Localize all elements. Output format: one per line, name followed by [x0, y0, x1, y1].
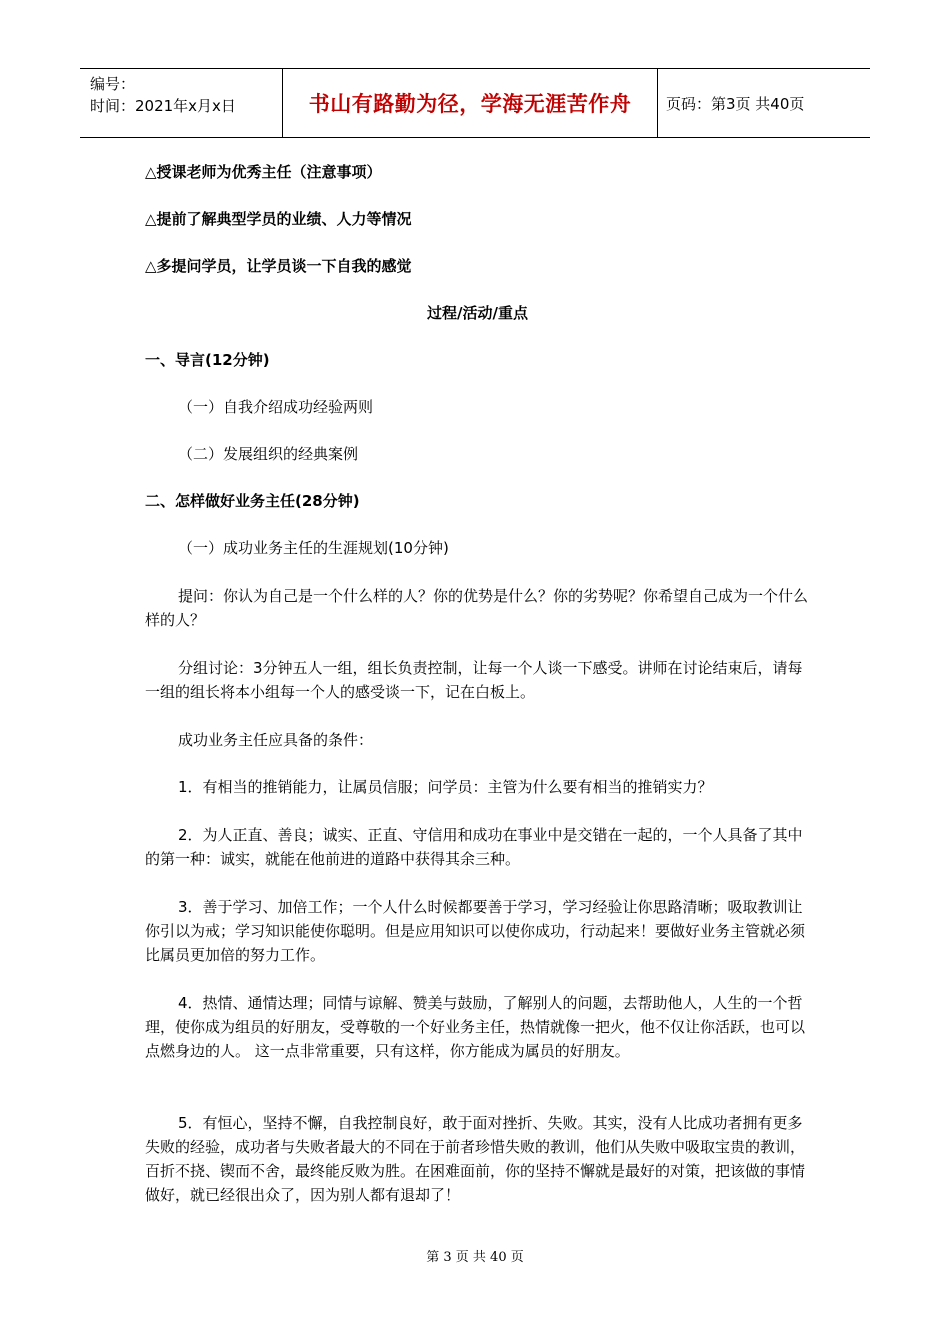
subheading-career-plan: （一）成功业务主任的生涯规划(10分钟)	[178, 539, 449, 557]
list-item-3: 3．善于学习、加倍工作；一个人什么时候都要善于学习，学习经验让你思路清晰；吸取教训让你引以为戒；学习知识能使你聪明。但是应用知识可以使你成功，行动起来！要做好业务主管就必须比属员更加倍的努力工作。	[145, 898, 806, 964]
document-date: 时间：2021年x月x日	[90, 97, 236, 115]
subheading-intro-1: （一）自我介绍成功经验两则	[178, 398, 374, 416]
page-header	[80, 68, 870, 138]
heading-introduction: 一、导言(12分钟)	[145, 351, 270, 369]
header-motto: 书山有路勤为径，学海无涯苦作舟	[282, 69, 658, 137]
list-item-2: 2．为人正直、善良；诚实、正直、守信用和成功在事业中是交错在一起的，一个人具备了其中的第一种：诚实，就能在他前进的道路中获得其余三种。	[145, 826, 803, 868]
note-2: △提前了解典型学员的业绩、人力等情况	[145, 210, 412, 228]
document-number: 编号：	[90, 75, 136, 93]
note-3: △多提问学员，让学员谈一下自我的感觉	[145, 257, 412, 275]
page-footer: 第 3 页 共 40 页	[426, 1250, 524, 1265]
list-item-4: 4．热情、通情达理；同情与谅解、赞美与鼓励，了解别人的问题，去帮助他人，人生的一个哲理，使你成为组员的好朋友，受尊敬的一个好业务主任，热情就像一把火，他不仅让你活跃，也可以点燃身边的人。 这一点非常重要，只有这样，你方能成为属员的好朋友。	[145, 994, 806, 1060]
header-meta	[80, 69, 282, 137]
list-item-1: 1．有相当的推销能力，让属员信服；问学员：主管为什么要有相当的推销实力？	[178, 778, 713, 796]
subheading-intro-2: （二）发展组织的经典案例	[178, 445, 359, 463]
header-page-info: 页码：第3页 共40页	[666, 94, 805, 113]
note-1: △授课老师为优秀主任（注意事项）	[145, 163, 382, 181]
paragraph-conditions-intro: 成功业务主任应具备的条件：	[178, 731, 374, 749]
section-title: 过程/活动/重点	[427, 304, 528, 322]
paragraph-question: 提问：你认为自己是一个什么样的人？你的优势是什么？你的劣势呢？你希望自己成为一个什么样的人？	[145, 587, 809, 629]
heading-how-to-be-manager: 二、怎样做好业务主任(28分钟)	[145, 492, 360, 510]
paragraph-discussion: 分组讨论：3分钟五人一组，组长负责控制，让每一个人谈一下感受。讲师在讨论结束后，请每一组的组长将本小组每一个人的感受谈一下，记在白板上。	[145, 659, 803, 701]
list-item-5: 5．有恒心，坚持不懈，自我控制良好，敢于面对挫折、失败。其实，没有人比成功者拥有更多失败的经验，成功者与失败者最大的不同在于前者珍惜失败的教训，他们从失败中吸取宝贵的教训，百折不挠、锲而不舍，最终能反败为胜。在困难面前，你的坚持不懈就是最好的对策，把该做的事情做好，就已经很出众了，因为别人都有退却了！	[145, 1114, 806, 1204]
